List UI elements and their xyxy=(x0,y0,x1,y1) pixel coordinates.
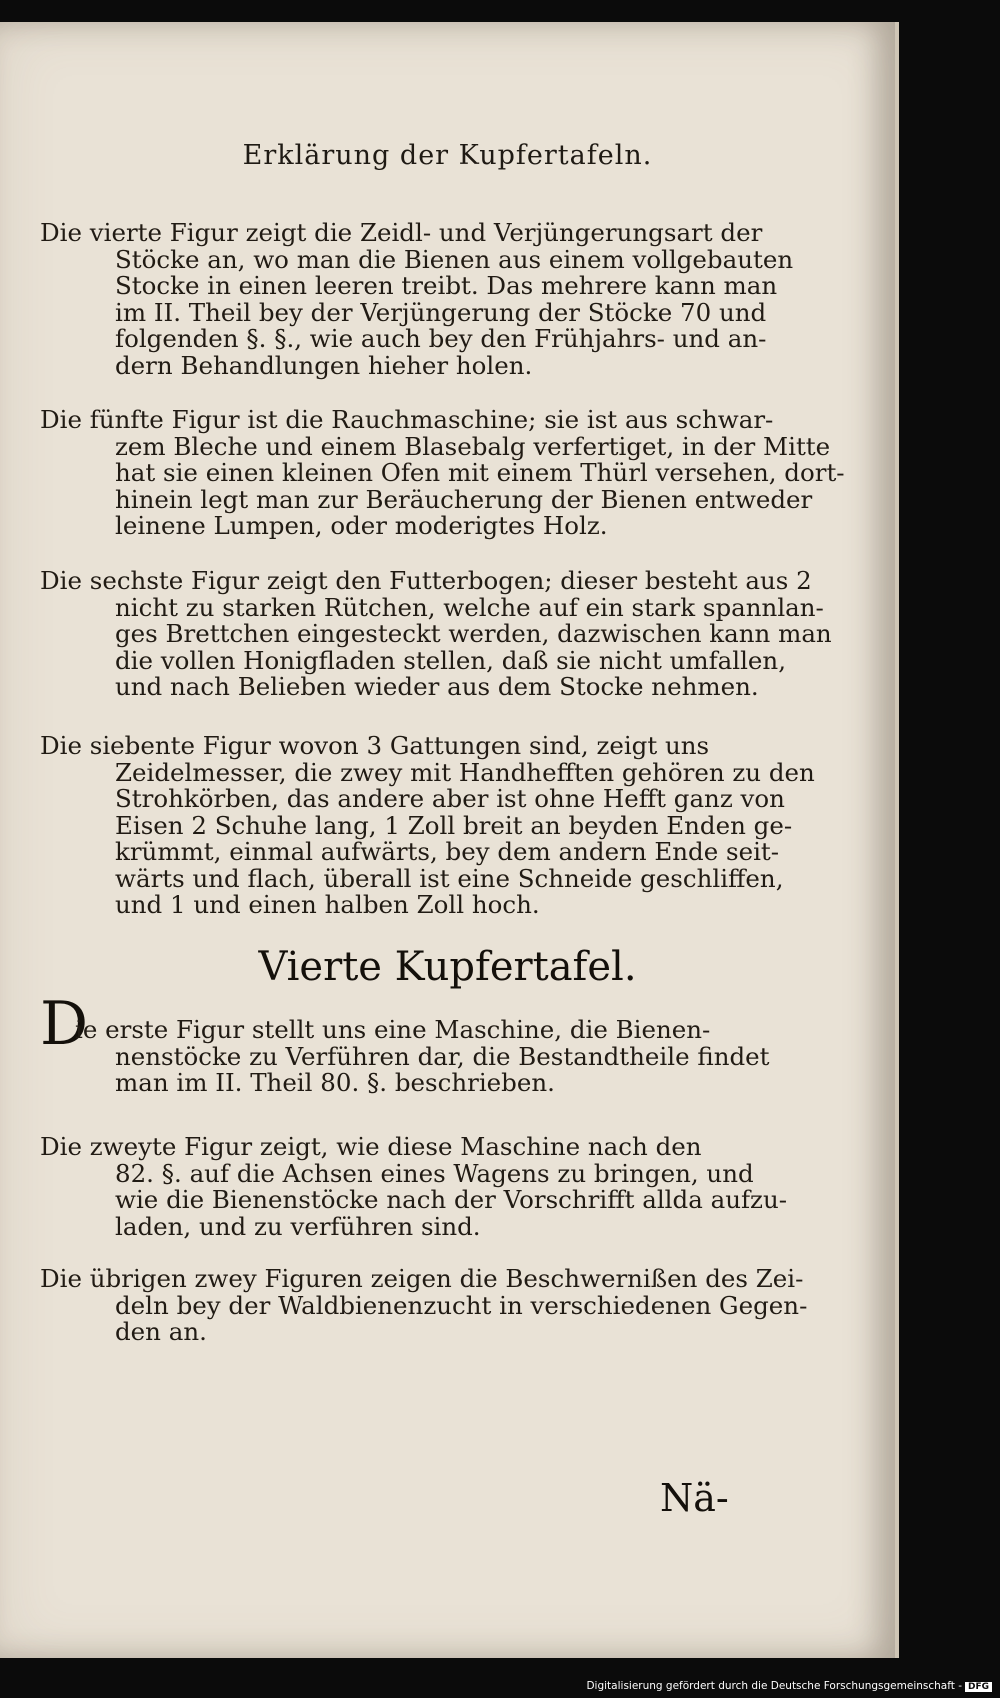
text-line: krümmt, einmal aufwärts, bey dem andern Ende seit- xyxy=(115,837,780,866)
dfg-logo: DFG xyxy=(965,1682,992,1692)
text-line: den an. xyxy=(115,1317,207,1346)
text-line: hat sie einen kleinen Ofen mit einem Thürl versehen, dort- xyxy=(115,458,845,487)
book-page xyxy=(0,22,899,1658)
text-line: Die siebente Figur wovon 3 Gattungen sind, zeigt uns xyxy=(40,731,710,760)
paragraph-fig4 xyxy=(40,218,794,380)
text-line: Die fünfte Figur ist die Rauchmaschine; sie ist aus schwar- xyxy=(40,405,774,434)
text-line: die vollen Honigfladen stellen, daß sie nicht umfallen, xyxy=(115,645,786,675)
paragraph-fig6 xyxy=(40,566,832,701)
text-line: folgenden §. §., wie auch bey den Frühjahrs- und an- xyxy=(115,324,767,353)
text-line: Die sechste Figur zeigt den Futterbogen; dieser besteht aus 2 xyxy=(40,566,812,595)
text-line: nicht zu starken Rütchen, welche auf ein stark spannlan- xyxy=(115,592,824,622)
text-line: leinene Lumpen, oder moderigtes Holz. xyxy=(115,511,608,540)
text-line: Zeidelmesser, die zwey mit Handhefften gehören zu den xyxy=(115,757,815,787)
text-line: Eisen 2 Schuhe lang, 1 Zoll breit an beyden Enden ge- xyxy=(115,810,793,840)
text-line: wärts und flach, überall ist eine Schneide geschliffen, xyxy=(115,863,784,893)
text-line: zem Bleche und einem Blasebalg verfertiget, in der Mitte xyxy=(115,431,831,461)
section-title: Vierte Kupfertafel. xyxy=(258,944,637,990)
text-line: Die zweyte Figur zeigt, wie diese Maschine nach den xyxy=(40,1132,702,1161)
text-line: deln bey der Waldbienenzucht in verschiedenen Gegen- xyxy=(115,1290,808,1320)
text-line: und nach Belieben wieder aus dem Stocke nehmen. xyxy=(115,672,759,701)
text-line: hinein legt man zur Beräucherung der Bienen entweder xyxy=(115,484,813,514)
text-line: im II. Theil bey der Verjüngerung der Stöcke 70 und xyxy=(115,297,767,327)
paragraph-fig7 xyxy=(40,731,815,919)
paragraph-other-figures xyxy=(40,1264,808,1346)
text-line: man im II. Theil 80. §. beschrieben. xyxy=(115,1068,555,1097)
running-header: Erklärung der Kupfertafeln. xyxy=(242,140,653,171)
text-line: ges Brettchen eingesteckt werden, dazwischen kann man xyxy=(115,619,832,648)
catchword: Nä- xyxy=(660,1476,729,1520)
text-line: laden, und zu verführen sind. xyxy=(115,1211,481,1241)
text-line: und 1 und einen halben Zoll hoch. xyxy=(115,890,540,919)
text-line: Die vierte Figur zeigt die Zeidl- und Verjüngerungsart der xyxy=(40,218,763,247)
paragraph-fig2 xyxy=(40,1132,788,1241)
text-line: wie die Bienenstöcke nach der Vorschrifft allda aufzu- xyxy=(115,1185,788,1214)
credit-text: Digitalisierung gefördert durch die Deutsche Forschungsgemeinschaft - xyxy=(586,1680,962,1692)
text-line: Stocke in einen leeren treibt. Das mehrere kann man xyxy=(115,271,778,300)
paragraph-fig5 xyxy=(40,405,845,540)
drop-cap: D xyxy=(40,989,89,1059)
digitization-credit xyxy=(586,1680,992,1692)
text-line: Stöcke an, wo man die Bienen aus einem vollgebauten xyxy=(115,244,794,274)
text-line: nenstöcke zu Verführen dar, die Bestandtheile findet xyxy=(115,1041,770,1071)
text-line: Die übrigen zwey Figuren zeigen die Beschwernißen des Zei- xyxy=(40,1264,804,1293)
text-line: Strohkörben, das andere aber ist ohne Hefft ganz von xyxy=(115,784,785,813)
text-line: ie erste Figur stellt uns eine Maschine, die Bienen- xyxy=(75,1015,711,1044)
text-line: 82. §. auf die Achsen eines Wagens zu bringen, und xyxy=(115,1158,754,1188)
paragraph-fig1 xyxy=(40,1015,770,1097)
text-line: dern Behandlungen hieher holen. xyxy=(115,350,533,380)
